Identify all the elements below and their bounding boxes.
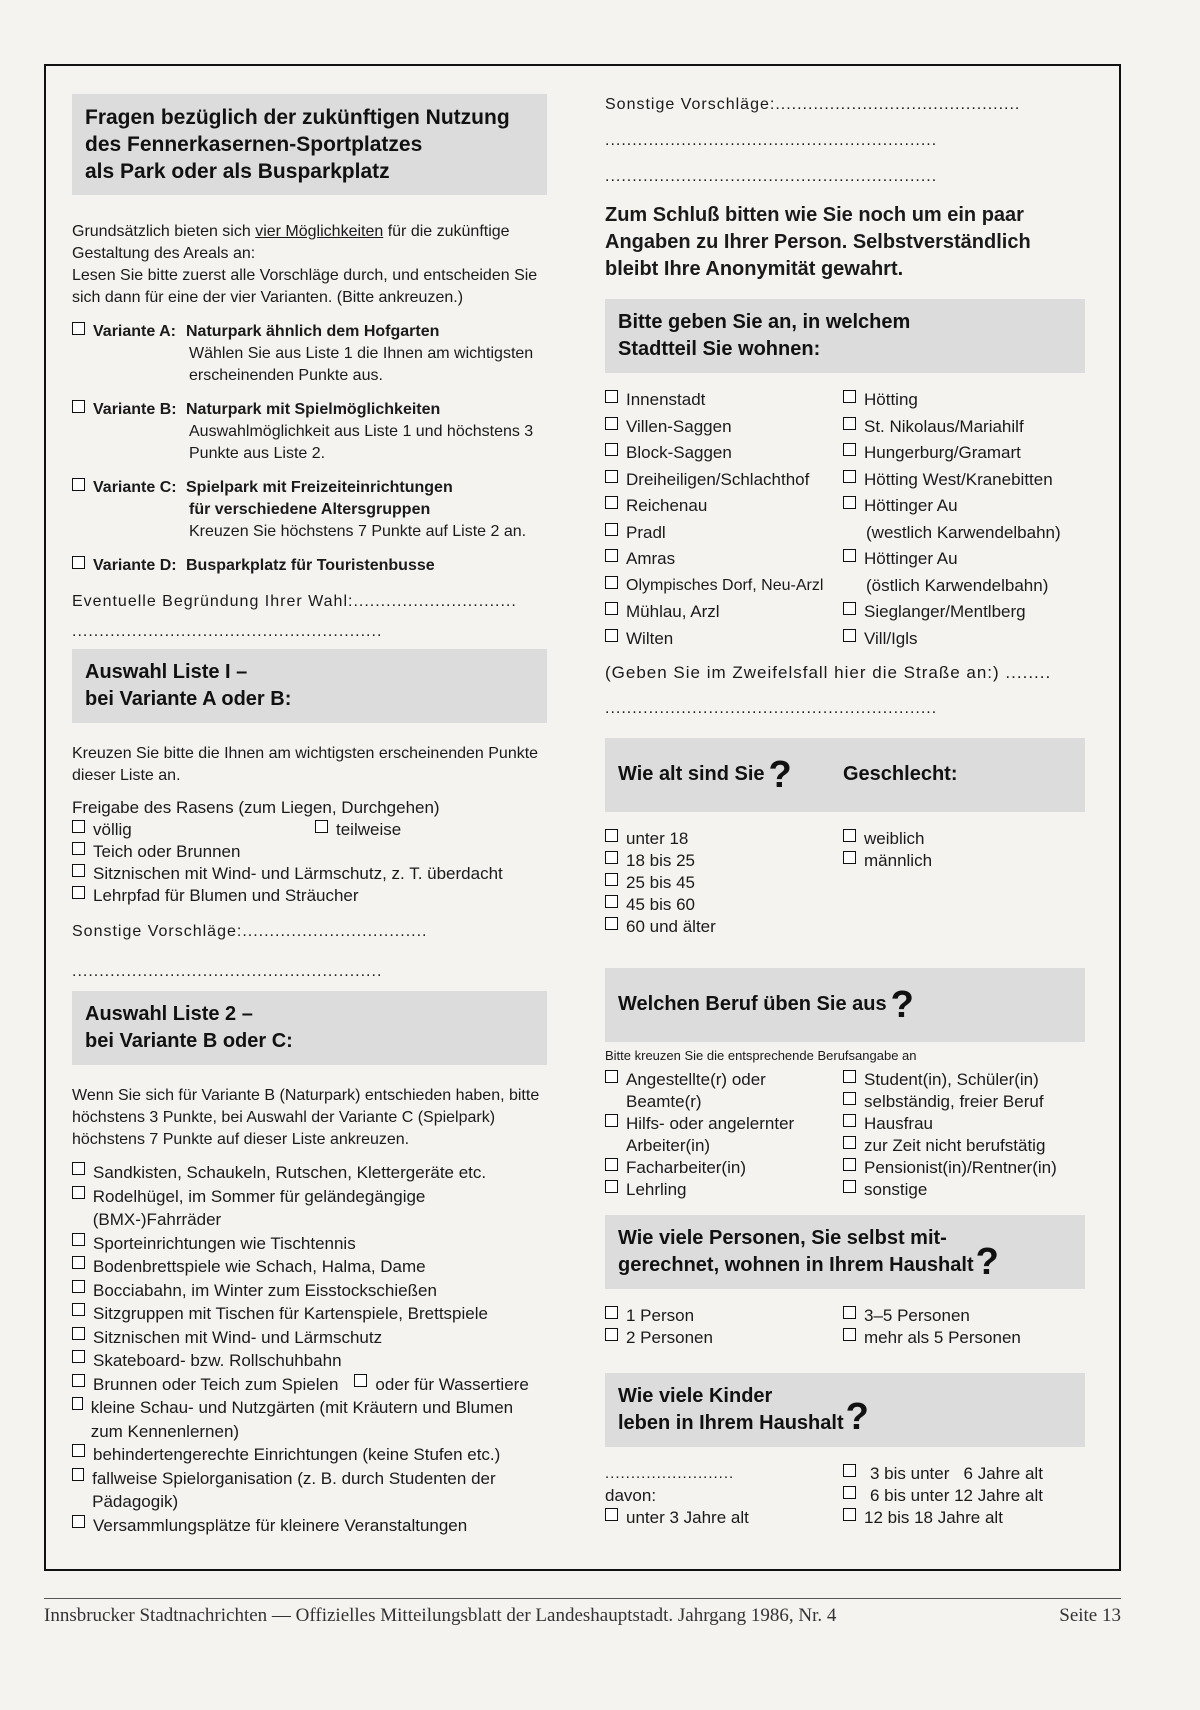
checkbox[interactable] [605,1070,618,1083]
age-heading: Wie alt sind Sie [618,763,765,785]
list-item[interactable] [72,1373,547,1397]
question-mark-icon: ? [845,1395,869,1438]
closing-line: Angaben zu Ihrer Person. Selbstverständlich [605,231,1031,253]
checkbox[interactable] [605,496,618,509]
list-item-label: Lehrpfad für Blumen und Sträucher [93,886,359,905]
other-field-line[interactable]: ......................................................... [72,963,383,980]
job-heading-text: Welchen Beruf üben Sie aus [618,993,887,1015]
main-heading-line: Fragen bezüglich der zukünftigen Nutzung [85,106,510,129]
age-option[interactable] [605,850,843,872]
district-option[interactable] [605,389,843,411]
checkbox[interactable] [72,842,85,855]
variant-title: Naturpark ähnlich dem Hofgarten [186,323,440,340]
intro-part: für die zukünftige Gestaltung des Areals an: [72,223,510,262]
checkbox[interactable] [72,820,85,833]
list2-heading [72,991,547,1065]
district-label: Hötting West/Kranebitten [864,469,1053,489]
list2-items [72,1161,547,1537]
checkbox[interactable] [843,1114,856,1127]
checkbox[interactable] [72,886,85,899]
list-item[interactable] [72,1396,547,1443]
list-item-label: Sitznischen mit Wind- und Lärmschutz [93,1327,383,1347]
district-option[interactable] [843,601,1085,623]
kids-heading-text [618,1383,844,1437]
job-option[interactable] [843,1135,1057,1157]
variant-title: Naturpark mit Spielmöglichkeiten [186,401,441,418]
list-item-label: Versammlungsplätze für kleinere Veranstaltungen [93,1515,468,1535]
age-label: 60 und älter [626,916,716,936]
intro-part: Lesen Sie bitte zuerst alle Vorschläge durch, und entscheiden Sie sich dann für eine der vier Varianten. (Bitte ankreuzen.) [72,267,538,306]
list2-heading-line: bei Variante B oder C: [85,1030,293,1052]
other-label: Sonstige Vorschläge: [72,923,243,940]
checkbox[interactable] [72,1397,83,1410]
checkbox[interactable] [72,1186,85,1199]
checkbox[interactable] [72,400,85,413]
intro-text [72,221,547,309]
kids-heading [605,1373,1085,1447]
main-heading [72,94,547,195]
list-item-label: Bocciabahn, im Winter zum Eisstockschießen [93,1280,437,1300]
list-item-label: Teich oder Brunnen [93,842,241,861]
question-mark-icon: ? [890,983,914,1026]
kids-options [605,1463,1085,1529]
checkbox[interactable] [843,1306,856,1319]
gender-option[interactable] [843,828,932,850]
district-label: Hungerburg/Gramart [864,443,1021,462]
household-option[interactable] [843,1327,1085,1349]
district-label: Hötting [864,390,918,409]
gender-heading: Geschlecht: [843,763,958,785]
household-heading-line: Wie viele Personen, Sie selbst mit- [618,1226,947,1249]
variant-d[interactable] [72,555,547,577]
age-gender-heading [605,738,1085,812]
street-note: (Geben Sie im Zweifelsfall hier die Straße an:) [605,662,1000,682]
checkbox[interactable] [605,895,618,908]
list-item-label: Skateboard- bzw. Rollschuhbahn [93,1351,342,1370]
list1-heading-line: Auswahl Liste I – [85,661,248,683]
checkbox[interactable] [605,873,618,886]
job-note: Bitte kreuzen Sie die entsprechende Berufsangabe an [605,1047,917,1063]
district-option[interactable] [605,416,843,438]
list2-intro: Wenn Sie sich für Variante B (Naturpark) entschieden haben, bitte höchstens 3 Punkte, bei Auswahl der Variante C (Spielpark) höchstens 7 Punkte auf dieser Liste ankreuzen. [72,1087,540,1148]
district-option[interactable] [843,548,1085,570]
checkbox[interactable] [605,602,618,615]
kids-of-label: davon: [605,1485,657,1505]
list-item-label: Brunnen oder Teich zum Spielen [93,1374,339,1394]
job-label: Student(in), Schüler(in) [864,1069,1039,1089]
age-label: 18 bis 25 [626,850,695,870]
job-label: sonstige [864,1179,928,1199]
kids-label: 6 bis unter 12 Jahre alt [870,1485,1043,1505]
household-heading-line: gerechnet, wohnen in Ihrem Haushalt [618,1253,974,1276]
job-option[interactable] [843,1113,1057,1135]
checkbox[interactable] [605,470,618,483]
lawn-full: völlig [93,820,132,839]
district-label: Block-Saggen [626,443,732,462]
checkbox[interactable] [843,602,856,615]
list-item[interactable] [72,1161,547,1185]
lawn-part: teilweise [336,820,402,839]
street-field[interactable]: (Geben Sie im Zweifelsfall hier die Straße an:) ........ [605,662,1052,682]
variant-title: Busparkplatz für Touristenbusse [186,557,435,574]
list-item[interactable] [72,1302,547,1326]
district-label: Olympisches Dorf, Neu-Arzl [626,576,824,594]
list-item[interactable] [72,863,547,885]
checkbox[interactable] [72,1374,85,1387]
household-option[interactable] [605,1327,843,1349]
household-option[interactable] [843,1305,1085,1327]
job-option[interactable] [843,1179,1057,1201]
job-option[interactable] [843,1069,1057,1091]
publication-line: Innsbrucker Stadtnachrichten — Offizielles Mitteilungsblatt der Landeshauptstadt. Jahrgang 1986, Nr. 4 [44,1605,837,1626]
left-column [72,94,547,1537]
gender-options [843,828,932,938]
other-field-line[interactable]: ............................................................. [605,132,938,149]
district-option[interactable] [605,522,843,544]
household-label: 3–5 Personen [864,1305,970,1325]
checkbox[interactable] [843,1328,856,1341]
district-label: Pradl [626,522,666,542]
page-number: Seite 13 [1059,1605,1121,1626]
checkbox[interactable] [843,1092,856,1105]
kids-left [605,1463,843,1529]
checkbox[interactable] [843,1136,856,1149]
district-label: Innenstadt [626,390,706,409]
kids-heading-line: leben in Ihrem Haushalt [618,1411,844,1434]
variant-desc: Auswahlmöglichkeit aus Liste 1 und höchstens 3 Punkte aus Liste 2. [189,423,534,462]
checkbox[interactable] [605,1158,618,1171]
district-option[interactable] [605,495,843,517]
district-option[interactable] [605,575,843,597]
household-heading [605,1215,1085,1289]
variant-c[interactable] [72,477,547,543]
age-gender-options [605,828,1085,938]
age-option[interactable] [605,872,843,894]
list-item-label: Sitzgruppen mit Tischen für Kartenspiele, Brettspiele [93,1304,488,1323]
district-label: Wilten [626,628,674,648]
checkbox[interactable] [605,443,618,456]
age-option[interactable] [605,916,843,938]
question-mark-icon: ? [975,1240,999,1283]
job-label: Hilfs- oder angelernter Arbeiter(in) [626,1113,795,1155]
list-item[interactable] [72,1326,547,1350]
kids-option[interactable] [843,1507,1043,1529]
right-column [605,94,1085,1529]
district-option[interactable] [605,442,843,464]
kids-label: 3 bis unter 6 Jahre alt [870,1463,1043,1483]
checkbox[interactable] [843,1486,856,1499]
list-item-label: Sporteinrichtungen wie Tischtennis [93,1233,356,1253]
checkbox[interactable] [72,1162,85,1175]
checkbox[interactable] [72,1515,85,1528]
checkbox[interactable] [72,1280,85,1293]
checkbox[interactable] [605,829,618,842]
district-option[interactable] [605,469,843,491]
district-note: (westlich Karwendelbahn) [866,522,1061,542]
age-options [605,828,843,938]
variant-desc: Kreuzen Sie höchstens 7 Punkte auf Liste 2 an. [189,523,527,540]
district-label: Dreiheiligen/Schlachthof [626,469,810,489]
job-label: Pensionist(in)/Rentner(in) [864,1157,1057,1177]
district-option[interactable] [843,495,1085,517]
main-heading-line: des Fennerkasernen-Sportplatzes [85,133,423,156]
job-heading [605,968,1085,1042]
checkbox[interactable] [72,1350,85,1363]
checkbox[interactable] [605,549,618,562]
job-option[interactable] [843,1157,1057,1179]
list-item[interactable] [72,1255,547,1279]
list-item[interactable] [72,841,547,863]
list-item-label: kleine Schau- und Nutzgärten (mit Kräutern und Blumen zum Kennenlernen) [90,1398,514,1441]
checkbox[interactable] [605,851,618,864]
age-label: unter 18 [626,828,689,848]
kids-option[interactable] [605,1507,843,1529]
checkbox[interactable] [843,1070,856,1083]
checkbox[interactable] [72,1444,85,1457]
checkbox[interactable] [72,322,85,335]
lawn-label: Freigabe des Rasens (zum Liegen, Durchgehen) [72,798,440,817]
age-label: 25 bis 45 [626,872,695,892]
district-label: Höttinger Au [864,549,958,568]
district-option[interactable] [843,389,1085,411]
list-item-label: Bodenbrettspiele wie Schach, Halma, Dame [93,1257,426,1276]
kids-option[interactable] [843,1463,1043,1485]
checkbox[interactable] [843,390,856,403]
main-heading-line: als Park oder als Busparkplatz [85,160,390,183]
variant-desc: Wählen Sie aus Liste 1 die Ihnen am wichtigsten erscheinenden Punkte aus. [189,345,534,384]
age-option[interactable] [605,828,843,850]
district-heading-line: Bitte geben Sie an, in welchem [618,311,911,333]
district-option[interactable] [843,628,1085,650]
job-label: selbständig, freier Beruf [864,1091,1044,1111]
reason-field[interactable]: Eventuelle Begründung Ihrer Wahl:.............................. [72,593,517,610]
other-field-line[interactable]: ............................................................. [605,168,938,185]
list-item[interactable] [72,1279,547,1303]
checkbox[interactable] [605,1508,618,1521]
job-label: Angestellte(r) oder Beamte(r) [626,1069,766,1111]
job-label: Hausfrau [864,1113,933,1133]
checkbox[interactable] [72,1256,85,1269]
job-option[interactable] [605,1113,843,1157]
checkbox[interactable] [605,1328,618,1341]
variant-label: Variante A: [93,323,176,340]
job-option[interactable] [605,1179,843,1201]
variant-label: Variante B: [93,401,177,418]
checkbox[interactable] [72,556,85,569]
district-label: Höttinger Au [864,496,958,515]
checkbox[interactable] [605,1180,618,1193]
closing-line: Zum Schluß bitten wie Sie noch um ein paar [605,204,1024,226]
list-item[interactable] [72,1232,547,1256]
district-grid [605,389,1085,650]
list-item[interactable] [72,1467,547,1514]
district-option[interactable] [843,416,1085,438]
household-label: 2 Personen [626,1327,713,1347]
other-field[interactable]: Sonstige Vorschläge:.................................. [72,923,428,940]
district-label: St. Nikolaus/Mariahilf [864,416,1024,436]
age-label: 45 bis 60 [626,894,695,914]
district-option[interactable] [843,442,1085,464]
household-heading-text [618,1225,974,1279]
other-label: Sonstige Vorschläge: [605,96,776,113]
gender-label: männlich [864,850,933,870]
checkbox[interactable] [843,829,856,842]
intro-link-text: vier Möglichkeiten [255,223,384,240]
variant-b[interactable] [72,399,547,465]
checkbox[interactable] [605,1114,618,1127]
checkbox[interactable] [605,576,618,589]
district-label: Mühlau, Arzl [626,602,720,621]
list-item[interactable] [72,885,547,907]
checkbox[interactable] [605,1306,618,1319]
list-item-label: behindertengerechte Einrichtungen (keine Stufen etc.) [93,1445,501,1464]
gender-option[interactable] [843,850,932,872]
checkbox[interactable] [843,1508,856,1521]
checkbox[interactable] [843,470,856,483]
district-heading [605,299,1085,373]
district-label: Amras [626,549,676,568]
list-item-label: Sandkisten, Schaukeln, Rutschen, Klettergeräte etc. [93,1163,487,1182]
gender-label: weiblich [864,828,925,848]
lawn-options [72,819,547,841]
job-option[interactable] [605,1069,843,1113]
kids-label: 12 bis 18 Jahre alt [864,1507,1003,1527]
reason-field-line[interactable]: ......................................................... [72,623,383,640]
district-option[interactable] [605,548,843,570]
list-item[interactable] [72,1349,547,1373]
district-label: Reichenau [626,496,708,515]
checkbox[interactable] [72,1468,84,1481]
district-label: Villen-Saggen [626,416,732,436]
checkbox[interactable] [843,443,856,456]
checkbox[interactable] [843,1158,856,1171]
list-item-label: Rodelhügel, im Sommer für geländegängige (BMX-)Fahrräder [92,1186,426,1229]
district-note: (östlich Karwendelbahn) [866,575,1049,595]
variant-title: für verschiedene Altersgruppen [189,501,431,518]
job-label: zur Zeit nicht berufstätig [864,1135,1046,1155]
other-field[interactable]: Sonstige Vorschläge:............................................. [605,96,1021,113]
closing-line: bleibt Ihre Anonymität gewahrt. [605,258,904,280]
list1-intro: Kreuzen Sie bitte die Ihnen am wichtigsten erscheinenden Punkte dieser Liste an. [72,745,539,784]
checkbox[interactable] [843,496,856,509]
household-options [605,1305,1085,1349]
closing-text [605,202,1085,283]
district-option[interactable] [605,628,843,650]
checkbox[interactable] [843,417,856,430]
checkbox[interactable] [843,851,856,864]
list-item-label: fallweise Spielorganisation (z. B. durch Studenten der Pädagogik) [92,1468,496,1511]
list1-heading-line: bei Variante A oder B: [85,688,292,710]
list-item-label: Sitznischen mit Wind- und Lärmschutz, z. T. überdacht [93,864,503,883]
list2-heading-line: Auswahl Liste 2 – [85,1003,253,1025]
checkbox[interactable] [72,1303,85,1316]
checkbox[interactable] [605,917,618,930]
kids-option[interactable] [843,1485,1043,1507]
checkbox[interactable] [354,1374,367,1387]
kids-heading-line: Wie viele Kinder [618,1384,773,1407]
checkbox[interactable] [605,629,618,642]
checkbox[interactable] [843,1180,856,1193]
job-options [605,1069,1085,1201]
checkbox[interactable] [72,478,85,491]
list1-heading [72,649,547,723]
variant-title: Spielpark mit Freizeiteinrichtungen [186,479,453,496]
age-option[interactable] [605,894,843,916]
kids-label: unter 3 Jahre alt [626,1507,749,1527]
checkbox[interactable] [72,1327,85,1340]
checkbox[interactable] [843,1464,856,1477]
checkbox[interactable] [605,390,618,403]
job-label: Facharbeiter(in) [626,1157,746,1177]
variant-label: Variante C: [93,479,177,496]
district-label: Vill/Igls [864,628,918,648]
intro-part: Grundsätzlich bieten sich [72,223,256,240]
list-item-label: oder für Wassertiere [375,1374,529,1394]
kids-right [843,1463,1043,1529]
district-option[interactable] [843,469,1085,491]
variant-label: Variante D: [93,557,177,574]
district-heading-line: Stadtteil Sie wohnen: [618,338,821,360]
job-options-right [843,1069,1057,1201]
job-option[interactable] [605,1157,843,1179]
checkbox[interactable] [843,629,856,642]
variant-a[interactable] [72,321,547,387]
household-label: 1 Person [626,1305,695,1325]
list-item[interactable] [72,1443,547,1467]
checkbox[interactable] [605,523,618,536]
street-field-line[interactable]: ............................................................. [605,699,938,717]
checkbox[interactable] [315,820,328,833]
checkbox[interactable] [843,549,856,562]
page-footer [44,1598,1121,1627]
checkbox[interactable] [72,1233,85,1246]
list-item[interactable] [72,1185,547,1232]
household-option[interactable] [605,1305,843,1327]
household-label: mehr als 5 Personen [864,1327,1021,1347]
list-item[interactable] [72,1514,547,1538]
checkbox[interactable] [72,864,85,877]
district-option[interactable] [605,601,843,623]
reason-label: Eventuelle Begründung Ihrer Wahl: [72,593,354,610]
job-label: Lehrling [626,1179,687,1199]
question-mark-icon: ? [768,753,792,796]
district-label: Sieglanger/Mentlberg [864,602,1026,621]
job-option[interactable] [843,1091,1057,1113]
job-options-left [605,1069,843,1201]
kids-count-field[interactable]: ......................... [605,1464,735,1482]
checkbox[interactable] [605,417,618,430]
